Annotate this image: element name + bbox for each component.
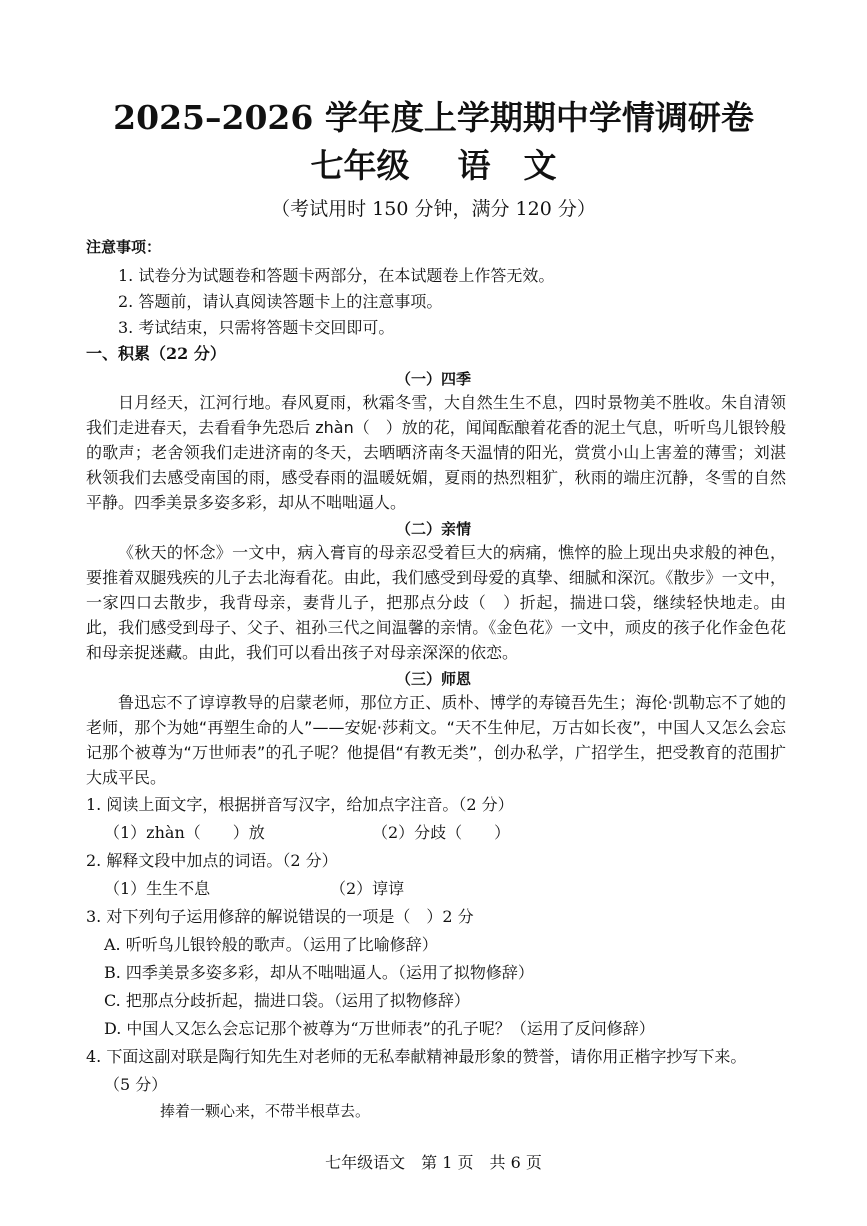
question-2-stem: 2. 解释文段中加点的词语。（2 分）	[86, 851, 338, 870]
question-3-option-c: C. 把那点分歧折起，揣进口袋。（运用了拟物修辞）	[104, 991, 470, 1010]
note-item: 2. 答题前，请认真阅读答题卡上的注意事项。	[118, 292, 443, 311]
note-item: 1. 试卷分为试题卷和答题卡两部分，在本试题卷上作答无效。	[118, 266, 555, 285]
passage-seasons: 日月经天，江河行地。春风夏雨，秋霜冬雪，大自然生生不息，四时景物美不胜收。朱自清领我们走进春天，去看看争先恐后 zhàn（ ）放的花，闻闻酝酿着花香的泥土气息，听听鸟儿银铃般的歌声；老舍领我们走进济南的冬天，去晒晒济南冬天温情的阳光，赏赏小山上害羞的薄雪；刘湛秋领我们去感受南国的雨，感受春雨的温暖妩媚，夏雨的热烈粗犷，秋雨的端庄沉静，冬雪的自然平静。四季美景多姿多彩，却从不咄咄逼人。	[86, 393, 786, 512]
passage-family: 《秋天的怀念》一文中，病入膏肓的母亲忍受着巨大的病痛，憔悴的脸上现出央求般的神色，要推着双腿残疾的儿子去北海看花。由此，我们感受到母爱的真挚、细腻和深沉。《散步》一文中，一家四口去散步，我背母亲，妻背儿子，把那点分歧（ ）折起，揣进口袋，继续轻快地走。由此，我们感受到母子、父子、祖孙三代之间温馨的亲情。《金色花》一文中，顽皮的孩子化作金色花和母亲捉迷藏。由此，我们可以看出孩子对母亲深深的依恋。	[86, 543, 786, 662]
grade-subject	[0, 140, 867, 187]
note-item: 3. 考试结束，只需将答题卡交回即可。	[118, 318, 395, 337]
notes-heading: 注意事项：	[86, 238, 162, 256]
section-title-family: （二）亲情	[395, 520, 471, 538]
question-1-stem: 1. 阅读上面文字，根据拼音写汉字，给加点字注音。（2 分）	[86, 795, 514, 814]
question-4-stem: 4. 下面这副对联是陶行知先生对老师的无私奉献精神最形象的赞誉，请你用正楷字抄写下来。	[86, 1047, 747, 1066]
question-2-option: （2）谆谆	[330, 879, 405, 898]
question-1-option: （2）分歧（ ）	[372, 823, 511, 842]
subject-label: 语 文	[457, 146, 557, 185]
section-title-seasons: （一）四季	[395, 370, 471, 388]
section-title-teachers: （三）师恩	[395, 670, 471, 688]
question-4-score: （5 分）	[104, 1075, 168, 1094]
question-3-stem: 3. 对下列句子运用修辞的解说错误的一项是（ ）2 分	[86, 907, 474, 926]
question-3-option-d: D. 中国人又怎么会忘记那个被尊为“万世师表”的孔子呢？（运用了反问修辞）	[104, 1019, 655, 1038]
question-1-option: （1）zhàn（ ）放	[104, 823, 265, 842]
couplet-text: 捧着一颗心来，不带半根草去。	[160, 1102, 371, 1120]
passage-teachers: 鲁迅忘不了谆谆教导的启蒙老师，那位方正、质朴、博学的寿镜吾先生；海伦·凯勒忘不了她的老师，那个为她“再塑生命的人”——安妮·莎莉文。“天不生仲尼，万古如长夜”，中国人又怎么会忘记那个被尊为“万世师表”的孔子呢？他提倡“有教无类”，创办私学，广招学生，把受教育的范围扩大成平民。	[86, 693, 786, 787]
grade-label: 七年级	[310, 146, 410, 185]
exam-title: 2025–2026 学年度上学期期中学情调研卷	[113, 98, 754, 137]
exam-info: （考试用时 150 分钟，满分 120 分）	[271, 198, 596, 220]
page-footer: 七年级语文 第 1 页 共 6 页	[325, 1153, 542, 1172]
question-3-option-b: B. 四季美景多姿多彩，却从不咄咄逼人。（运用了拟物修辞）	[104, 963, 534, 982]
question-3-option-a: A. 听听鸟儿银铃般的歌声。（运用了比喻修辞）	[104, 935, 438, 954]
question-2-option: （1）生生不息	[104, 879, 211, 898]
part1-heading: 一、积累（22 分）	[86, 344, 226, 363]
